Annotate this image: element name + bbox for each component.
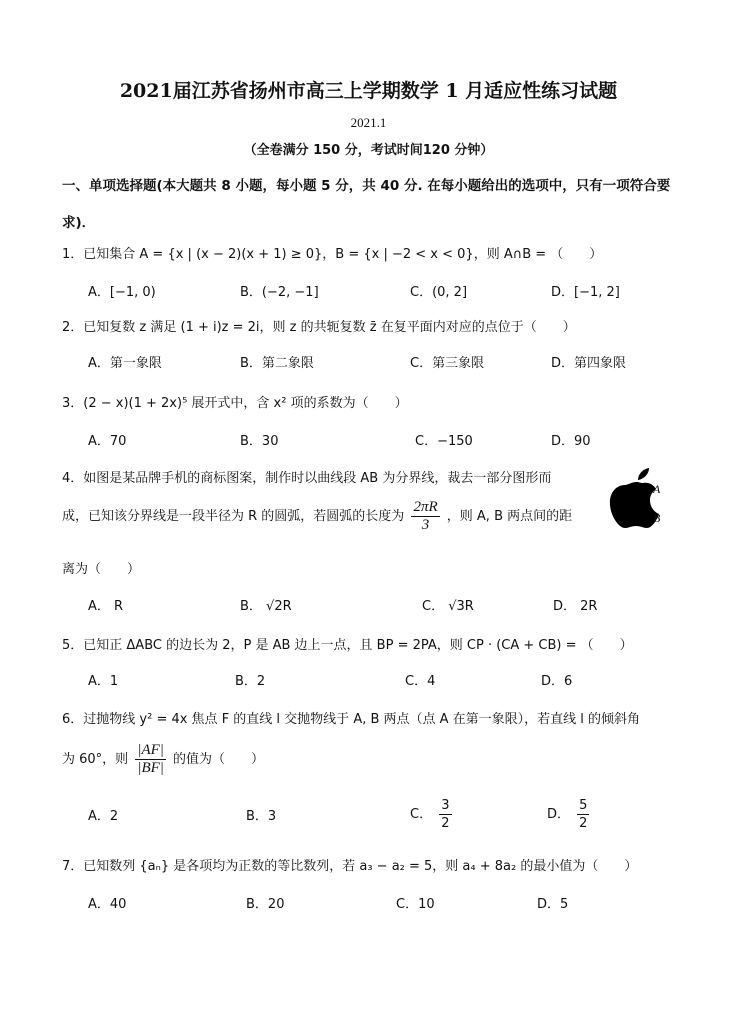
- q6-option-c-denominator: 2: [441, 816, 450, 831]
- question-6-line-2: [62, 742, 264, 777]
- logo-label-b: B: [653, 511, 661, 525]
- q6-option-d-fraction: [577, 797, 589, 832]
- q4-option-c: C． √3R: [422, 599, 474, 614]
- q3-option-b: B．30: [240, 434, 279, 449]
- q6-option-d-label: D．: [547, 807, 571, 822]
- question-3: 3．(2 − x)(1 + 2x)⁵ 展开式中，含 x² 项的系数为（ ）: [62, 396, 408, 411]
- q5-option-d: D．6: [541, 674, 573, 689]
- q4-arc-length-fraction: [411, 499, 439, 534]
- q2-option-d: D．第四象限: [551, 356, 627, 371]
- q7-option-b: B．20: [246, 897, 285, 912]
- q6-ratio-fraction: [135, 742, 166, 777]
- q5-option-b: B．2: [235, 674, 266, 689]
- q3-option-c: C．−150: [415, 434, 473, 449]
- q6-fraction-numerator: |AF|: [137, 742, 164, 758]
- q6-option-a: A．2: [88, 809, 119, 824]
- question-4-line-1: 4．如图是某品牌手机的商标图案，制作时以曲线段 AB 为分界线，裁去一部分图形而: [62, 471, 552, 486]
- question-7: 7．已知数列 {aₙ} 是各项均为正数的等比数列，若 a₃ − a₂ = 5，则 a₄ + 8a₂ 的最小值为（ ）: [62, 859, 638, 874]
- question-2: 2．已知复数 z 满足 (1 + i)z = 2i，则 z 的共轭复数 z̄ 在复平面内对应的点位于（ ）: [62, 320, 576, 335]
- q4-fraction-numerator: 2πR: [413, 499, 438, 515]
- q6-option-c-label: C．: [410, 807, 433, 822]
- q2-option-b: B．第二象限: [240, 356, 314, 371]
- q5-option-a: A．1: [88, 674, 119, 689]
- q5-option-c: C．4: [405, 674, 436, 689]
- q6-line-2-post: 的值为（ ）: [173, 752, 265, 767]
- q6-option-c-numerator: 3: [441, 798, 450, 813]
- q7-option-d: D．5: [537, 897, 569, 912]
- question-4-line-3: 离为（ ）: [62, 562, 141, 577]
- q6-option-d-numerator: 5: [579, 798, 588, 813]
- question-5: 5．已知正 ΔABC 的边长为 2，P 是 AB 边上一点，且 BP = 2PA，则 CP · (CA + CB) = （ ）: [62, 638, 633, 653]
- logo-label-a: A: [653, 482, 661, 496]
- q1-option-a: A．[−1, 0): [88, 285, 156, 300]
- q3-option-a: A．70: [88, 434, 127, 449]
- exam-title: 2021届江苏省扬州市高三上学期数学 1 月适应性练习试题: [119, 80, 618, 102]
- exam-note: （全卷满分 150 分，考试时间120 分钟）: [243, 143, 494, 158]
- question-6-line-1: 6．过抛物线 y² = 4x 焦点 F 的直线 l 交抛物线于 A, B 两点（点 A 在第一象限），若直线 l 的倾斜角: [62, 712, 641, 727]
- q1-option-d: D．[−1, 2]: [551, 285, 620, 300]
- q6-option-d-denominator: 2: [579, 816, 588, 831]
- q4-option-d: D． 2R: [553, 599, 598, 614]
- q6-option-b: B．3: [246, 809, 277, 824]
- q6-option-d: [547, 797, 592, 832]
- q4-option-b: B． √2R: [240, 599, 292, 614]
- q4-option-a: A． R: [88, 599, 124, 614]
- q7-option-a: A．40: [88, 897, 127, 912]
- q1-option-c: C．(0, 2]: [410, 285, 468, 300]
- question-1: 1．已知集合 A = {x | (x − 2)(x + 1) ≥ 0}，B = {x | −2 < x < 0}，则 A∩B = （ ）: [62, 247, 603, 262]
- q4-line-2-pre: 成，已知该分界线是一段半径为 R 的圆弧，若圆弧的长度为: [62, 509, 405, 524]
- q4-fraction-denominator: 3: [421, 517, 430, 533]
- q7-option-c: C．10: [396, 897, 435, 912]
- q1-option-b: B．(−2, −1]: [240, 285, 319, 300]
- q6-line-2-pre: 为 60°，则: [62, 752, 129, 767]
- q2-option-a: A．第一象限: [88, 356, 162, 371]
- q6-fraction-denominator: |BF|: [137, 760, 164, 776]
- q4-line-2-post: ，则 A, B 两点间的距: [446, 509, 573, 524]
- question-4-line-2: [62, 499, 572, 534]
- q6-option-c-fraction: [439, 797, 451, 832]
- q6-option-c: [410, 797, 455, 832]
- q3-option-d: D．90: [551, 434, 591, 449]
- section-heading: 一、单项选择题(本大题共 8 小题，每小题 5 分，共 40 分. 在每小题给出的选项中，只有一项符合要求)．: [62, 178, 671, 231]
- exam-date: 2021.1: [350, 115, 387, 130]
- q2-option-c: C．第三象限: [410, 356, 485, 371]
